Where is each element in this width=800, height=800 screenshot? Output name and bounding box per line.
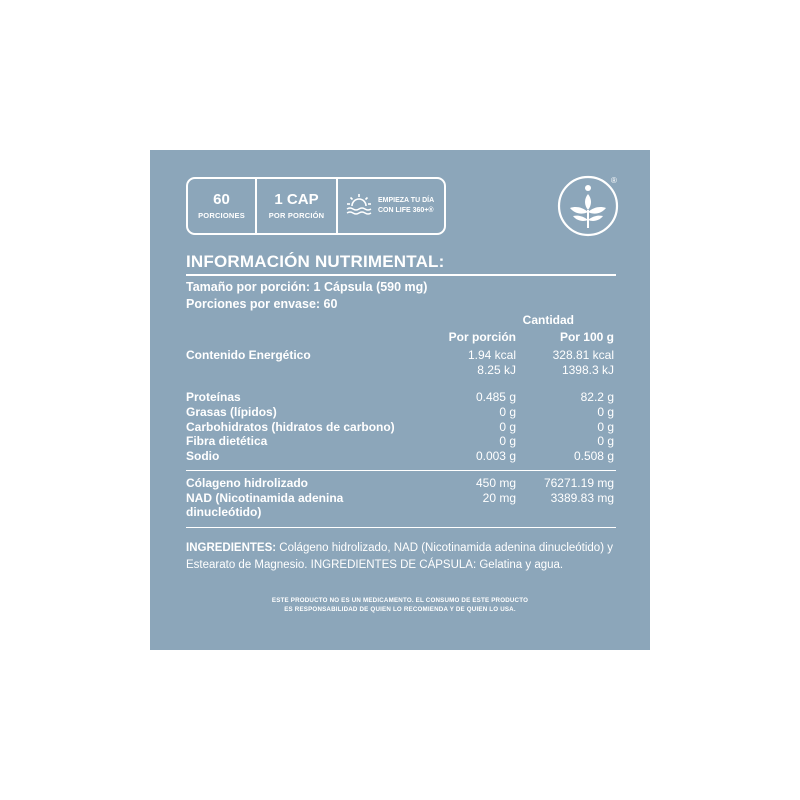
ingredients-label: INGREDIENTES: [186, 542, 277, 554]
serving-size: Tamaño por porción: 1 Cápsula (590 mg) [186, 280, 428, 294]
table-row [186, 390, 616, 405]
column-per-serving: Por porción [448, 330, 516, 344]
slogan-line-2: CON LIFE 360+® [378, 207, 434, 214]
row-name: Proteínas [186, 390, 241, 404]
nutrition-label-panel [150, 150, 650, 650]
table-row [186, 405, 616, 420]
row-per-serving: 8.25 kJ [477, 363, 516, 377]
section-divider [186, 470, 616, 471]
row-per-100g: 1398.3 kJ [561, 363, 614, 377]
table-header-group [186, 313, 616, 328]
row-per-serving: 0 g [499, 420, 516, 434]
row-per-serving: 20 mg [482, 491, 516, 505]
row-per-100g: 328.81 kcal [552, 348, 614, 362]
table-row [186, 505, 616, 520]
feature-badges [186, 177, 446, 235]
dose-label: POR PORCIÓN [268, 211, 325, 220]
table-row [186, 348, 616, 363]
sunrise-icon [346, 193, 372, 220]
row-per-100g: 82.2 g [580, 390, 614, 404]
table-row [186, 476, 616, 491]
servings-per-container: Porciones por envase: 60 [186, 297, 338, 311]
slogan-line-1: EMPIEZA TU DÍA [378, 197, 435, 204]
row-name: Contenido Energético [186, 348, 311, 362]
disclaimer-line-1: ESTE PRODUCTO NO ES UN MEDICAMENTO. EL CONSUMO DE ESTE PRODUCTO [271, 597, 529, 604]
row-name: Fibra dietética [186, 434, 268, 448]
dose-value: 1 CAP [274, 191, 319, 208]
table-row [186, 363, 616, 378]
row-per-serving: 0 g [499, 405, 516, 419]
row-name: NAD (Nicotinamida adenina [186, 491, 344, 505]
quantity-header: Cantidad [522, 313, 574, 327]
row-per-serving: 1.94 kcal [467, 348, 516, 362]
slogan-badge [338, 179, 444, 233]
table-header-columns [186, 330, 616, 345]
row-per-100g: 3389.83 mg [550, 491, 614, 505]
row-per-100g: 0 g [597, 420, 614, 434]
row-per-serving: 0.485 g [475, 390, 516, 404]
registered-mark: ® [611, 176, 617, 185]
row-per-100g: 0 g [597, 405, 614, 419]
row-per-serving: 0 g [499, 434, 516, 448]
table-row [186, 449, 616, 464]
disclaimer-line-2: ES RESPONSABILIDAD DE QUIEN LO RECOMIENDA Y DE QUIEN LO USA. [284, 606, 516, 613]
column-per-100g: Por 100 g [559, 330, 614, 344]
ingredients [186, 540, 626, 574]
page-title: INFORMACIÓN NUTRIMENTAL: [186, 252, 445, 271]
table-row [186, 420, 616, 435]
ingredients-text: Colágeno hidrolizado, NAD (Nicotinamida adenina dinucleótido) y Estearato de Magnesio. INGREDIENTES DE CÁPSULA: Gelatina y agua. [186, 542, 613, 571]
table-row [186, 491, 616, 506]
row-per-serving: 450 mg [475, 476, 516, 490]
row-per-100g: 0.508 g [573, 449, 614, 463]
row-name: Cólageno hidrolizado [186, 476, 308, 490]
section-divider [186, 527, 616, 528]
disclaimer [150, 596, 650, 614]
row-per-100g: 0 g [597, 434, 614, 448]
row-name: Grasas (lípidos) [186, 405, 277, 419]
title-divider [186, 274, 616, 276]
row-per-serving: 0.003 g [475, 449, 516, 463]
dose-badge [257, 179, 338, 233]
servings-label: PORCIONES [198, 211, 245, 220]
row-per-100g: 76271.19 mg [543, 476, 614, 490]
row-name-continued: dinucleótido) [186, 505, 262, 519]
servings-badge [188, 179, 257, 233]
row-name: Carbohidratos (hidratos de carbono) [186, 420, 395, 434]
row-name: Sodio [186, 449, 220, 463]
servings-value: 60 [213, 191, 230, 208]
table-row [186, 434, 616, 449]
